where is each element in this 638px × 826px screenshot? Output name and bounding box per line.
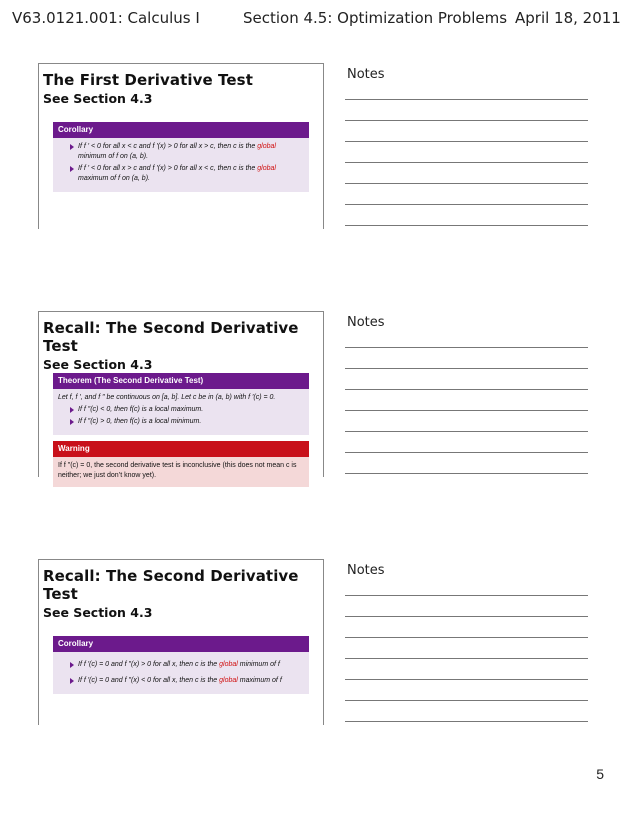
- notes-rule-line: [345, 141, 588, 142]
- theorem-header: Theorem (The Second Derivative Test): [53, 373, 309, 389]
- notes-rule-line: [345, 347, 588, 348]
- list-item: If f ′ < 0 for all x > c and f ′(x) > 0 for all x < c, then c is the global maximum of f on (a, b).: [70, 164, 304, 184]
- notes-rule-line: [345, 658, 588, 659]
- list-item: If f ′(c) = 0 and f ″(x) < 0 for all x, then c is the global maximum of f: [70, 676, 304, 686]
- notes-rule-line: [345, 473, 588, 474]
- warning-block: [53, 441, 309, 487]
- date: April 18, 2011: [515, 9, 621, 27]
- notes-label: Notes: [347, 315, 385, 330]
- corollary-header: Corollary: [53, 122, 309, 138]
- notes-rule-line: [345, 99, 588, 100]
- corollary-block: [53, 636, 309, 694]
- triangle-bullet-icon: [70, 662, 74, 668]
- theorem-body: [53, 389, 309, 435]
- notes-rule-line: [345, 452, 588, 453]
- notes-rule-line: [345, 700, 588, 701]
- theorem-block: [53, 373, 309, 435]
- notes-rule-line: [345, 368, 588, 369]
- notes-rule-line: [345, 204, 588, 205]
- slide-second-derivative-corollary: [38, 559, 324, 725]
- list-item: If f ′ < 0 for all x < c and f ′(x) > 0 for all x > c, then c is the global minimum of f on (a, b).: [70, 142, 304, 162]
- notes-rule-line: [345, 410, 588, 411]
- triangle-bullet-icon: [70, 407, 74, 413]
- notes-rule-line: [345, 389, 588, 390]
- notes-rule-line: [345, 637, 588, 638]
- triangle-bullet-icon: [70, 166, 74, 172]
- slide-first-derivative-test: [38, 63, 324, 229]
- notes-rule-line: [345, 616, 588, 617]
- notes-label: Notes: [347, 67, 385, 82]
- corollary-body: [53, 652, 309, 694]
- notes-rule-line: [345, 183, 588, 184]
- corollary-body: [53, 138, 309, 192]
- notes-rule-line: [345, 721, 588, 722]
- notes-rule-line: [345, 162, 588, 163]
- page-number: 5: [596, 766, 604, 782]
- slide-title: Recall: The Second Derivative Test: [43, 567, 299, 603]
- warning-header: Warning: [53, 441, 309, 457]
- notes-rule-line: [345, 225, 588, 226]
- warning-body: If f ″(c) = 0, the second derivative test is inconclusive (this does not mean c is neither; we just don’t know yet).: [53, 457, 309, 487]
- list-item: If f ′(c) = 0 and f ″(x) > 0 for all x, then c is the global minimum of f: [70, 660, 304, 670]
- section-title: Section 4.5: Optimization Problems: [243, 9, 508, 27]
- slide-subtitle: See Section 4.3: [43, 91, 153, 106]
- notes-rule-line: [345, 120, 588, 121]
- slide-title: Recall: The Second Derivative Test: [43, 319, 299, 355]
- theorem-intro: Let f, f ′, and f ″ be continuous on [a, b]. Let c be in (a, b) with f ′(c) = 0.: [58, 394, 276, 401]
- notes-rule-line: [345, 595, 588, 596]
- corollary-block: [53, 122, 309, 192]
- slide-subtitle: See Section 4.3: [43, 357, 153, 372]
- triangle-bullet-icon: [70, 678, 74, 684]
- notes-rule-line: [345, 679, 588, 680]
- course-title: V63.0121.001: Calculus I: [12, 9, 200, 27]
- triangle-bullet-icon: [70, 419, 74, 425]
- corollary-header: Corollary: [53, 636, 309, 652]
- slide-title: The First Derivative Test: [43, 71, 253, 89]
- triangle-bullet-icon: [70, 144, 74, 150]
- slide-subtitle: See Section 4.3: [43, 605, 153, 620]
- list-item: If f ″(c) < 0, then f(c) is a local maximum.: [70, 405, 304, 415]
- slide-second-derivative-test: [38, 311, 324, 477]
- list-item: If f ″(c) > 0, then f(c) is a local minimum.: [70, 417, 304, 427]
- notes-label: Notes: [347, 563, 385, 578]
- notes-rule-line: [345, 431, 588, 432]
